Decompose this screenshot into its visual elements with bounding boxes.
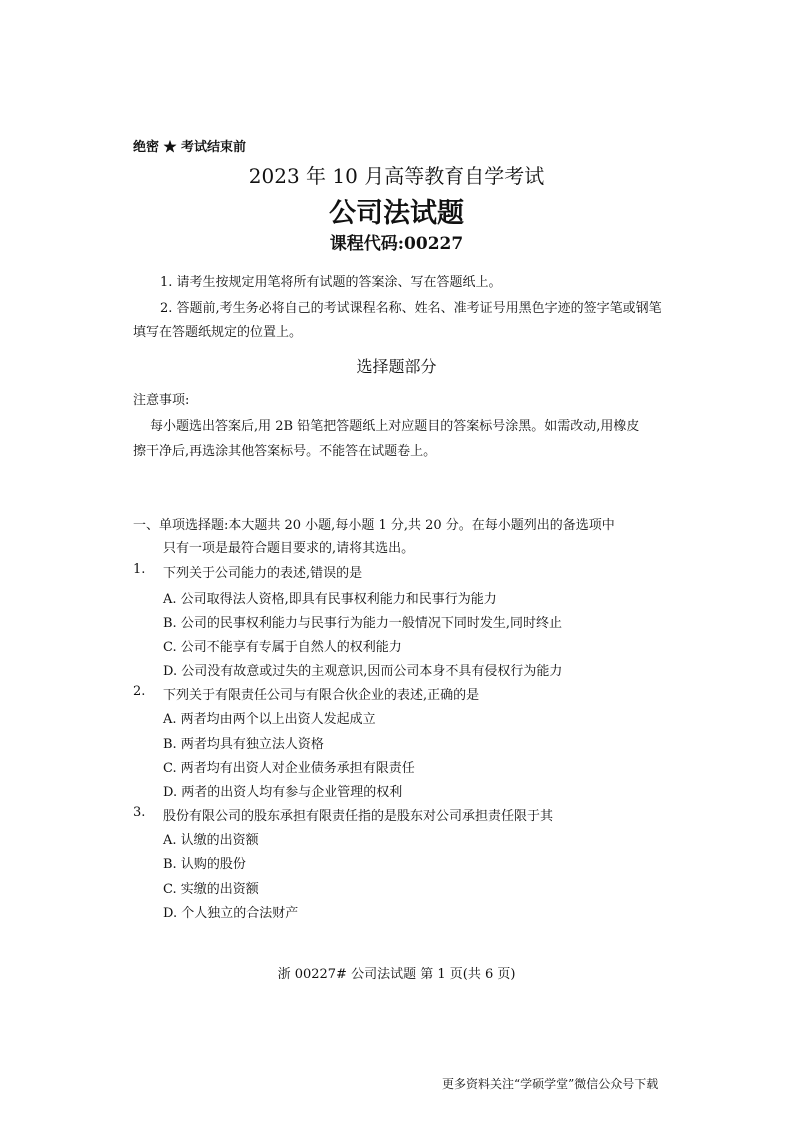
option: B. 两者均具有独立法人资格 [163, 737, 324, 752]
subject-title: 公司法试题 [329, 198, 464, 229]
question-stem: 下列关于公司能力的表述,错误的是 [163, 566, 363, 581]
page-footer: 浙 00227# 公司法试题 第 1 页(共 6 页) [277, 967, 516, 982]
promo-text: 更多资料关注“学硕学堂”微信公众号下载 [442, 1077, 659, 1091]
option: D. 两者的出资人均有参与企业管理的权利 [163, 785, 403, 800]
option: C. 实缴的出资额 [163, 882, 259, 897]
option: D. 个人独立的合法财产 [163, 906, 299, 921]
instruction-line: 填写在答题纸规定的位置上。 [133, 325, 303, 340]
part-heading-cont: 只有一项是最符合题目要求的,请将其选出。 [163, 541, 415, 556]
notice-line: 擦干净后,再选涂其他答案标号。不能答在试题卷上。 [133, 444, 437, 459]
option: A. 公司取得法人资格,即具有民事权利能力和民事行为能力 [163, 592, 497, 607]
option: D. 公司没有故意或过失的主观意识,因而公司本身不具有侵权行为能力 [163, 664, 563, 679]
question-stem: 股份有限公司的股东承担有限责任指的是股东对公司承担责任限于其 [163, 809, 554, 824]
option: A. 认缴的出资额 [163, 833, 259, 848]
instruction-line: 1. 请考生按规定用笔将所有试题的答案涂、写在答题纸上。 [160, 275, 502, 290]
option: C. 两者均有出资人对企业债务承担有限责任 [163, 761, 415, 776]
option: B. 认购的股份 [163, 857, 246, 872]
option: C. 公司不能享有专属于自然人的权利能力 [163, 640, 402, 655]
secret-label: 绝密 ★ 考试结束前 [133, 140, 247, 155]
exam-title: 2023 年 10 月高等教育自学考试 [248, 164, 545, 188]
question-number: 1. [133, 562, 146, 577]
section-title: 选择题部分 [356, 357, 437, 376]
notice-heading: 注意事项: [133, 393, 190, 408]
option: B. 公司的民事权利能力与民事行为能力一般情况下同时发生,同时终止 [163, 616, 562, 631]
part-heading: 一、单项选择题:本大题共 20 小题,每小题 1 分,共 20 分。在每小题列出的备选项中 [133, 518, 615, 533]
question-number: 3. [133, 805, 146, 820]
question-number: 2. [133, 684, 146, 699]
option: A. 两者均由两个以上出资人发起成立 [163, 712, 376, 727]
notice-line: 每小题选出答案后,用 2B 铅笔把答题纸上对应题目的答案标号涂黑。如需改动,用橡皮 [150, 419, 640, 434]
course-code: 课程代码:00227 [329, 234, 464, 254]
question-stem: 下列关于有限责任公司与有限合伙企业的表述,正确的是 [163, 688, 480, 703]
instruction-line: 2. 答题前,考生务必将自己的考试课程名称、姓名、准考证号用黑色字迹的签字笔或钢笔 [160, 301, 662, 316]
